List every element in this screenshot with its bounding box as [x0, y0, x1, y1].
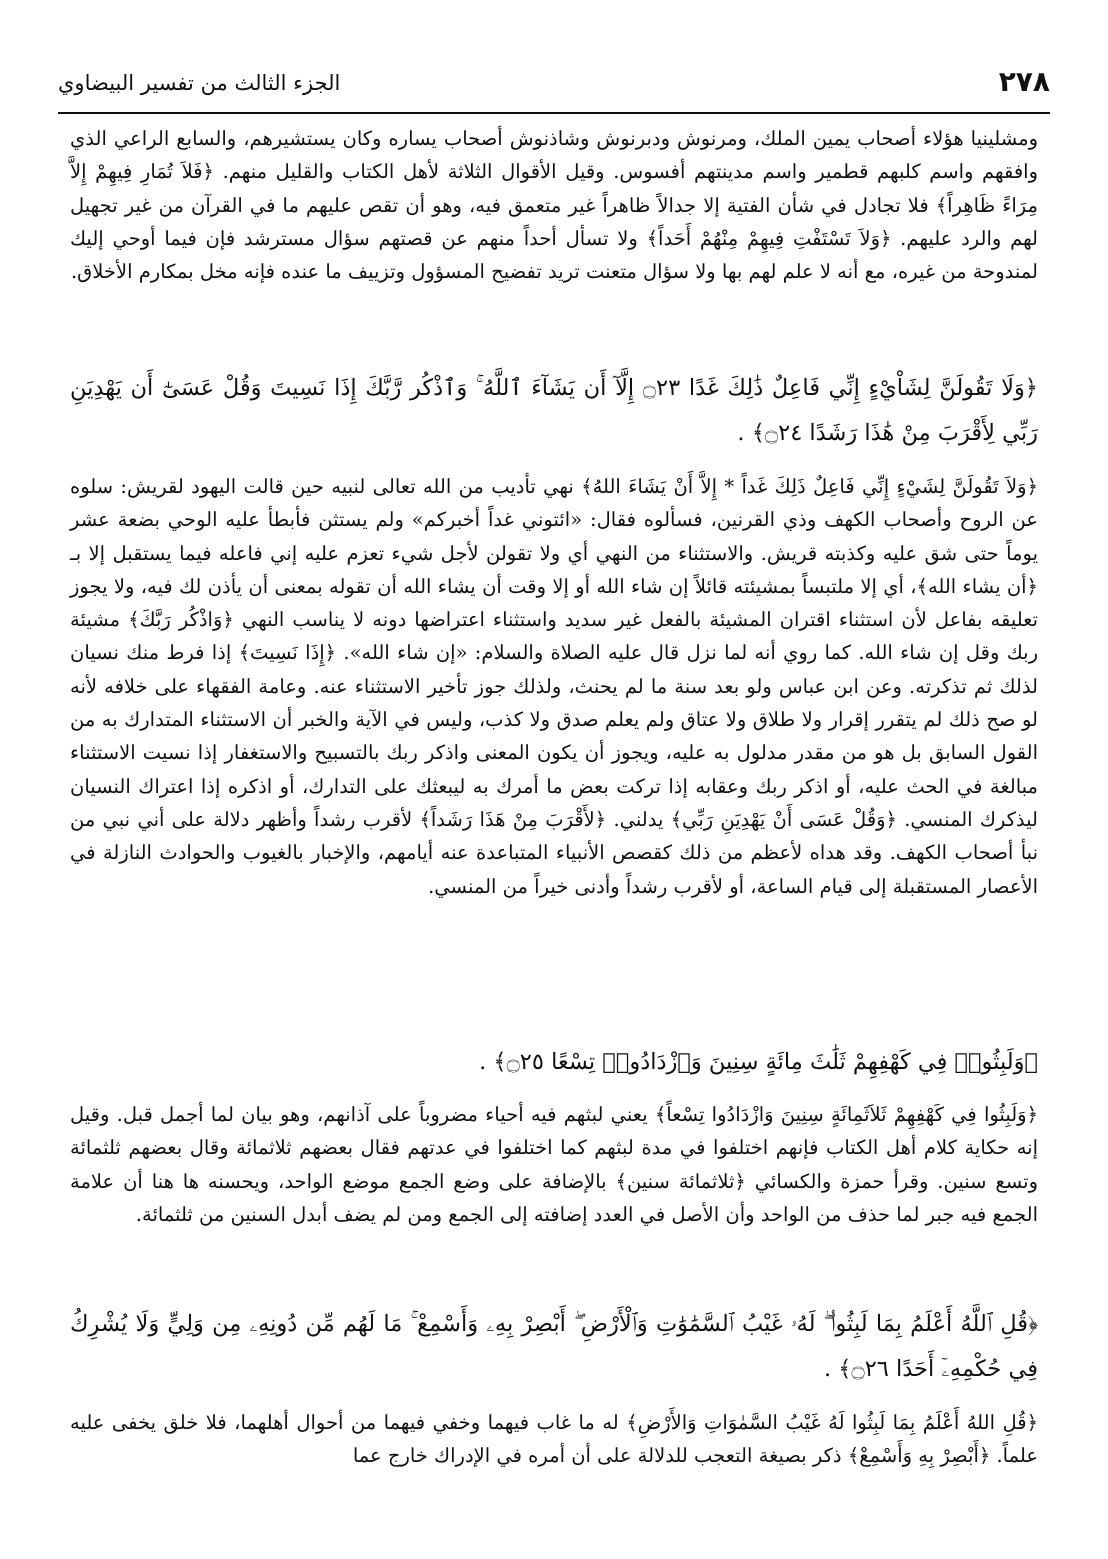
quran-verse: ﴿وَلَبِثُوا۟ فِي كَهْفِهِمْ ثَلَٰثَ مِائَةٍ سِنِينَ وَٱزْدَادُوا۟ تِسْعًا ۝٢٥﴾ . — [479, 1049, 1038, 1075]
running-title: الجزء الثالث من تفسير البيضاوي — [58, 71, 341, 95]
commentary-paragraph: ﴿وَلاَ تَقُولَنَّ لِشَيْءٍ إِنِّي فَاعِلٌ ذَلِكَ غَداً * إِلاَّ أَنْ يَشَاءَ اللهُ﴾ نهي تأديب من الله تعالى لنبيه حين قالت اليهود لقريش: سلوه عن الروح وأصحاب الكهف وذي القرنين، فسألوه فقال: «ائتوني غداً أخبركم» ولم يستثن فأبطأ عليه الوحي بضعة عشر يوماً حتى شق عليه وكذبته قريش. والاستثناء من النهي أي ولا تقولن لأجل شيء تعزم عليه إني فاعله فيما يستقبل إلا بـ ﴿أن يشاء الله﴾، أي إلا ملتبساً بمشيئته قائلاً إن شاء الله أو إلا وقت أن يشاء الله أن تقوله بمعنى أن يأذن لك فيه، ولا يجوز تعليقه بفاعل لأن استثناء اقتران المشيئة بالفعل غير سديد واستثناء اعتراضها دونه لا يناسب النهي ﴿وَاذْكُر رَبَّكَ﴾ مشيئة ربك وقل إن شاء الله. كما روي أنه لما نزل قال عليه الصلاة والسلام: «إن شاء الله». ﴿إِذَا نَسِيتَ﴾ إذا فرط منك نسيان لذلك ثم تذكرته. وعن ابن عباس ولو بعد سنة ما لم يحنث، ولذلك جوز تأخير الاستثناء عنه. وعامة الفقهاء على خلافه لأنه لو صح ذلك لم يتقرر إقرار ولا طلاق ولا عتاق ولم يعلم صدق ولا كذب، وليس في الآية والخبر أن الاستثناء المتدارك به من القول السابق بل هو من مقدر مدلول به عليه، ويجوز أن يكون المعنى واذكر ربك بالتسبيح والاستغفار إذا نسيت الاستثناء مبالغة في الحث عليه، أو اذكر ربك وعقابه إذا تركت بعض ما أمرك به ليبعثك على التدارك، أو اذكره إذا اعتراك النسيان ليذكرك المنسي. ﴿وَقُلْ عَسَى أَنْ يَهْدِيَنِ رَبِّي﴾ يدلني. ﴿لأَقْرَبَ مِنْ هَذَا رَشَداً﴾ لأقرب رشداً وأظهر دلالة على أني نبي من نبأ أصحاب الكهف. وقد هداه لأعظم من ذلك كقصص الأنبياء المتباعدة عنه أيامهم، والإخبار بالغيوب والحوادث النازلة في الأعصار المستقبلة إلى قيام الساعة، أو لأقرب رشداً وأدنى خيراً من المنسي. — [70, 475, 1038, 898]
commentary-paragraph: ومشلينيا هؤلاء أصحاب يمين الملك، ومرنوش ودبرنوش وشاذنوش أصحاب يساره وكان يستشيرهم، والسابع الراعي الذي وافقهم واسم كلبهم قطمير واسم مدينتهم أفسوس. وقيل الأقوال الثلاثة لأهل الكتاب والقليل منهم. ﴿فَلاَ تُمَارِ فِيهِمْ إِلاَّ مِرَاءً ظَاهِراً﴾ فلا تجادل في شأن الفتية إلا جدالاً ظاهراً غير متعمق فيه، وهو أن تقص عليهم ما في القرآن من غير تجهيل لهم والرد عليهم. ﴿وَلاَ تَسْتَفْتِ فِيهِمْ مِنْهُمْ أَحَداً﴾ ولا تسأل أحداً منهم عن قصتهم سؤال مسترشد فإن فيما أوحي إليك لمندوحة من غيره، مع أنه لا علم لهم بها ولا سؤال متعنت تريد تفضيح المسؤول وتزييف ما عنده فإنه مخل بمكارم الأخلاق. — [70, 127, 1038, 284]
page-number: ٢٧٨ — [998, 65, 1050, 98]
commentary-paragraph: ﴿قُلِ اللهُ أَعْلَمُ بِمَا لَبِثُوا لَهُ غَيْبُ السَّمٰوَاتِ وَالأَرْضِ﴾ له ما غاب فيهما وخفي فيهما من أحوال أهلهما، فلا خلق يخفى عليه علماً. ﴿أَبْصِرْ بِهِ وَأَسْمِعْ﴾ ذكر بصيغة التعجب للدلالة على أن أمره في الإدراك خارج عما — [70, 1411, 1038, 1468]
page-header — [58, 62, 1050, 114]
quran-verse: ﴿قُلِ ٱللَّهُ أَعْلَمُ بِمَا لَبِثُوا۟ ۖ لَهُۥ غَيْبُ ٱلسَّمَٰوَٰتِ وَٱلْأَرْضِ ۖ أَبْصِرْ بِهِۦ وَأَسْمِعْ ۚ مَا لَهُم مِّن دُونِهِۦ مِن وَلِيٍّ وَلَا يُشْرِكُ فِي حُكْمِهِۦٓ أَحَدًا ۝٢٦﴾ . — [70, 1311, 1038, 1382]
commentary-paragraph: ﴿وَلَبِثُوا فِي كَهْفِهِمْ ثَلاَثَمِائَةٍ سِنِينَ وَازْدَادُوا تِسْعاً﴾ يعني لبثهم فيه أحياء مضروباً على آذانهم، وهو بيان لما أجمل قبل. وقيل إنه حكاية كلام أهل الكتاب فإنهم اختلفوا في مدة لبثهم كما اختلفوا في عدتهم فقال بعضهم ثلاثمائة وقال بعضهم ثلثمائة وتسع سنين. وقرأ حمزة والكسائي ﴿ثلاثمائة سنين﴾ بالإضافة على وضع الجمع موضع الواحد، ويحسنه ها هنا أن علامة الجمع فيه جبر لما حذف من الواحد وأن الأصل في العدد إضافته إلى الجمع ومن لم يضف أبدل السنين من ثلثمائة. — [70, 1103, 1038, 1226]
quran-verse: ﴿وَلَا تَقُولَنَّ لِشَاْيْءٍ إِنِّي فَاعِلٌ ذَٰلِكَ غَدًا ۝٢٣ إِلَّآ أَن يَشَآءَ ٱللَّهُ ۚ وَٱذْكُر رَّبَّكَ إِذَا نَسِيتَ وَقُلْ عَسَىٰٓ أَن يَهْدِيَنِ رَبِّي لِأَقْرَبَ مِنْ هَٰذَا رَشَدًا ۝٢٤﴾ . — [70, 375, 1038, 446]
